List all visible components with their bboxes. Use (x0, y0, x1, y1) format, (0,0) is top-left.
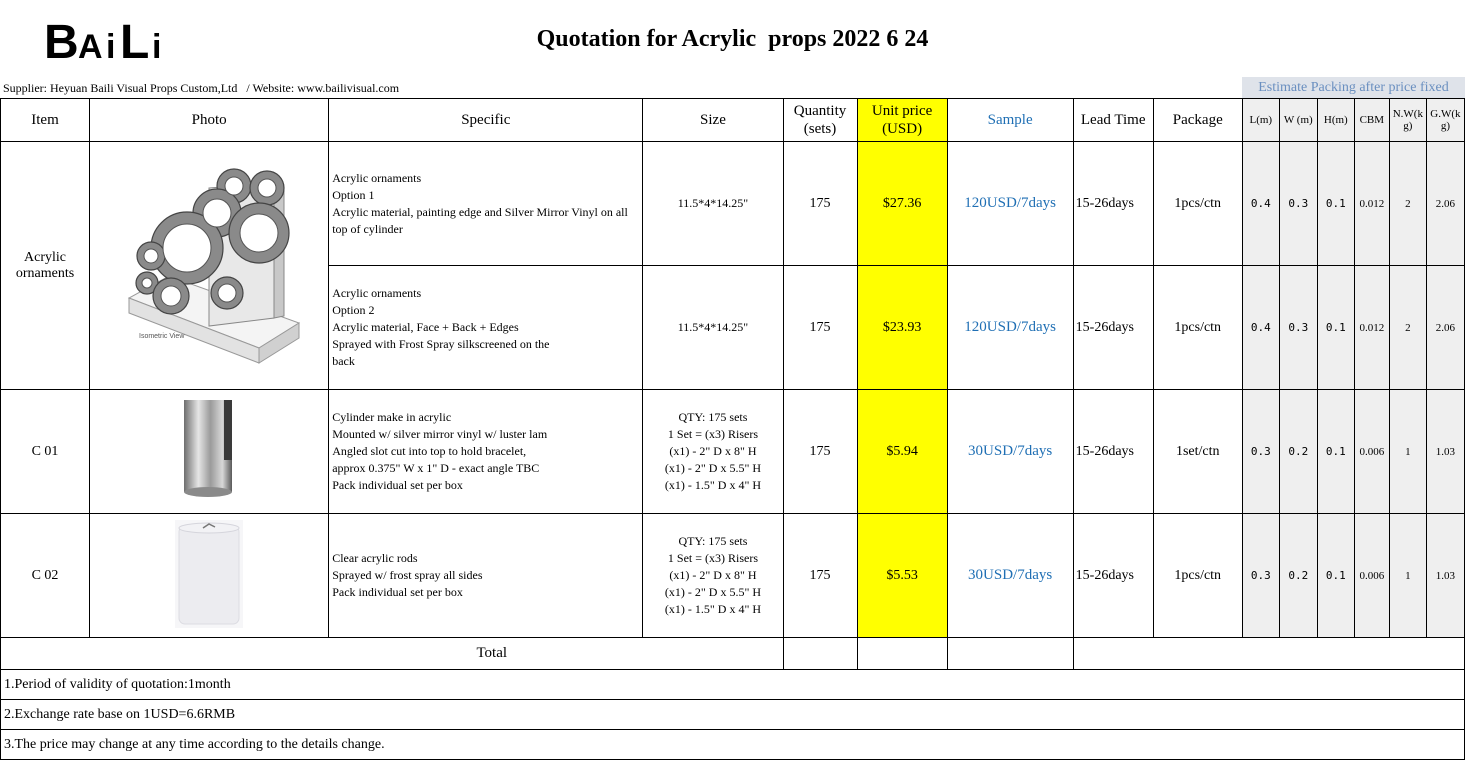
cbm-value: 0.012 (1354, 266, 1389, 390)
lead-time-value: 15-26days (1073, 514, 1153, 638)
length-value: 0.4 (1242, 142, 1279, 266)
svg-text:i: i (152, 28, 162, 64)
gross-weight-value: 2.06 (1426, 142, 1464, 266)
quantity-value: 175 (783, 142, 857, 266)
size-value: 11.5*4*14.25" (643, 266, 783, 390)
size-value: 11.5*4*14.25" (643, 142, 783, 266)
package-value: 1pcs/ctn (1153, 266, 1242, 390)
height-value: 0.1 (1317, 266, 1354, 390)
width-value: 0.3 (1279, 142, 1317, 266)
svg-text:B: B (44, 16, 80, 64)
table-header-row (1, 99, 1465, 142)
col-package: Package (1153, 99, 1242, 142)
col-gross-weight: G.W(kg) (1426, 99, 1464, 142)
estimate-packing-note: Estimate Packing after price fixed (1242, 77, 1465, 98)
quantity-value: 175 (783, 514, 857, 638)
col-specific: Specific (329, 99, 643, 142)
total-label: Total (1, 638, 784, 670)
col-cbm: CBM (1354, 99, 1389, 142)
size-value: QTY: 175 sets 1 Set = (x3) Risers (x1) - 2" D x 8" H (x1) - 2" D x 5.5" H (x1) - 1.5" D x 4" H (643, 390, 783, 514)
col-length: L(m) (1242, 99, 1279, 142)
note-row (1, 730, 1465, 760)
col-quantity: Quantity (sets) (783, 99, 857, 142)
acrylic-ornament-drawing (109, 148, 309, 378)
col-item: Item (1, 99, 90, 142)
size-value: QTY: 175 sets 1 Set = (x3) Risers (x1) - 2" D x 8" H (x1) - 2" D x 5.5" H (x1) - 1.5" D x 4" H (643, 514, 783, 638)
col-photo: Photo (90, 99, 329, 142)
total-price-cell (857, 638, 947, 670)
note-exchange-rate: 2.Exchange rate base on 1USD=6.6RMB (1, 700, 1465, 730)
col-size: Size (643, 99, 783, 142)
photo-caption: Isometric View (139, 333, 185, 340)
col-lead-time: Lead Time (1073, 99, 1153, 142)
sample-value: 30USD/7days (947, 514, 1073, 638)
package-value: 1pcs/ctn (1153, 514, 1242, 638)
item-name: Acrylic ornaments (1, 142, 90, 390)
quantity-value: 175 (783, 266, 857, 390)
quantity-value: 175 (783, 390, 857, 514)
product-photo-ornaments (90, 142, 329, 390)
note-validity: 1.Period of validity of quotation:1month (1, 670, 1465, 700)
net-weight-value: 1 (1389, 514, 1426, 638)
unit-price-value: $5.53 (857, 514, 947, 638)
height-value: 0.1 (1317, 142, 1354, 266)
item-name: C 01 (1, 390, 90, 514)
gross-weight-value: 1.03 (1426, 514, 1464, 638)
unit-price-value: $27.36 (857, 142, 947, 266)
svg-text:L: L (120, 16, 150, 64)
cbm-value: 0.012 (1354, 142, 1389, 266)
net-weight-value: 2 (1389, 266, 1426, 390)
cbm-value: 0.006 (1354, 390, 1389, 514)
gross-weight-value: 2.06 (1426, 266, 1464, 390)
spec-text: Clear acrylic rods Sprayed w/ frost spray all sides Pack individual set per box (329, 514, 643, 638)
height-value: 0.1 (1317, 514, 1354, 638)
table-row (1, 390, 1465, 514)
item-name: C 02 (1, 514, 90, 638)
col-height: H(m) (1317, 99, 1354, 142)
supplier-info: Supplier: Heyuan Baili Visual Props Custom,Ltd / Website: www.bailivisual.com (3, 81, 400, 95)
total-sample-cell (947, 638, 1073, 670)
note-row (1, 700, 1465, 730)
spec-text: Acrylic ornaments Option 2 Acrylic material, Face + Back + Edges Sprayed with Frost Spray silkscreened on the back (329, 266, 643, 390)
length-value: 0.3 (1242, 390, 1279, 514)
col-sample: Sample (947, 99, 1073, 142)
spec-text: Acrylic ornaments Option 1 Acrylic material, painting edge and Silver Mirror Vinyl on all top of cylinder (329, 142, 643, 266)
svg-text:i: i (106, 28, 116, 64)
unit-price-value: $5.94 (857, 390, 947, 514)
col-unit-price: Unit price (USD) (857, 99, 947, 142)
lead-time-value: 15-26days (1073, 390, 1153, 514)
product-photo-c02 (90, 514, 329, 638)
width-value: 0.2 (1279, 514, 1317, 638)
total-rest-cell (1073, 638, 1464, 670)
spec-text: Cylinder make in acrylic Mounted w/ silver mirror vinyl w/ luster lam Angled slot cut into top to hold bracelet, approx 0.375" W x 1" D - exact angle TBC Pack individual set per box (329, 390, 643, 514)
lead-time-value: 15-26days (1073, 142, 1153, 266)
total-row (1, 638, 1465, 670)
gross-weight-value: 1.03 (1426, 390, 1464, 514)
package-value: 1pcs/ctn (1153, 142, 1242, 266)
cbm-value: 0.006 (1354, 514, 1389, 638)
total-quantity-cell (783, 638, 857, 670)
col-width: W (m) (1279, 99, 1317, 142)
sample-value: 120USD/7days (947, 142, 1073, 266)
length-value: 0.4 (1242, 266, 1279, 390)
svg-text:A: A (78, 28, 103, 64)
quotation-table (0, 98, 1465, 760)
document-title: Quotation for Acrylic props 2022 6 24 (536, 26, 929, 52)
net-weight-value: 2 (1389, 142, 1426, 266)
length-value: 0.3 (1242, 514, 1279, 638)
note-price-change: 3.The price may change at any time according to the details change. (1, 730, 1465, 760)
width-value: 0.2 (1279, 390, 1317, 514)
col-net-weight: N.W(kg) (1389, 99, 1426, 142)
lead-time-value: 15-26days (1073, 266, 1153, 390)
unit-price-value: $23.93 (857, 266, 947, 390)
package-value: 1set/ctn (1153, 390, 1242, 514)
table-row (1, 142, 1465, 266)
net-weight-value: 1 (1389, 390, 1426, 514)
silver-cylinder-image (174, 394, 244, 504)
width-value: 0.3 (1279, 266, 1317, 390)
height-value: 0.1 (1317, 390, 1354, 514)
product-photo-c01 (90, 390, 329, 514)
note-row (1, 670, 1465, 700)
sample-value: 30USD/7days (947, 390, 1073, 514)
table-row (1, 514, 1465, 638)
sample-value: 120USD/7days (947, 266, 1073, 390)
frosted-rod-image (169, 516, 249, 631)
